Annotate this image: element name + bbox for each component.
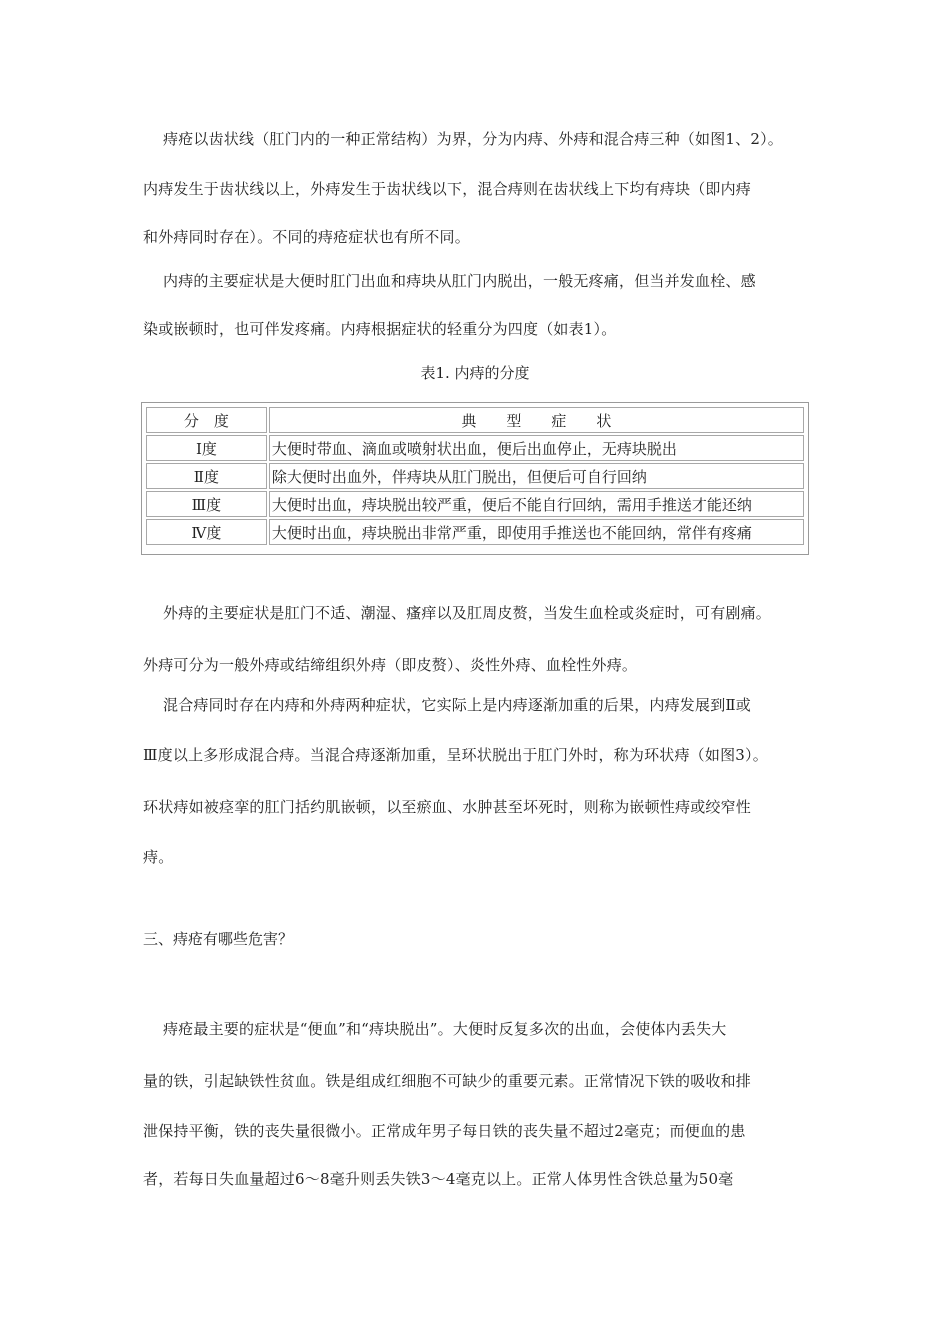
table-row [146,491,804,517]
symptom-cell: 大便时出血，痔块脱出非常严重，即使用手推送也不能回纳，常伴有疼痛 [269,519,804,545]
symptom-cell: 除大便时出血外，伴痔块从肛门脱出，但便后可自行回纳 [269,463,804,489]
grade-cell: Ⅲ度 [146,491,267,517]
intro-line-3: 和外痔同时存在）。不同的痔疮症状也有所不同。 [143,228,470,246]
harm-line-2: 量的铁，引起缺铁性贫血。铁是组成红细胞不可缺少的重要元素。正常情况下铁的吸收和排 [143,1072,752,1090]
grades-table [144,405,806,547]
internal-line-1: 内痔的主要症状是大便时肛门出血和痔块从肛门内脱出，一般无疼痛，但当并发血栓、感 [163,272,756,290]
intro-line-1: 痔疮以齿状线（肛门内的一种正常结构）为界，分为内痔、外痔和混合痔三种（如图1、2）。 [163,130,783,148]
grade-cell: Ⅱ度 [146,463,267,489]
table-row [146,463,804,489]
section-heading: 三、痔疮有哪些危害？ [143,930,294,948]
internal-line-2: 染或嵌顿时，也可伴发疼痛。内痔根据症状的轻重分为四度（如表1）。 [143,320,617,338]
intro-line-2: 内痔发生于齿状线以上，外痔发生于齿状线以下，混合痔则在齿状线上下均有痔块（即内痔 [143,180,752,198]
table-row [146,519,804,545]
external-line-1: 外痔的主要症状是肛门不适、潮湿、瘙痒以及肛周皮赘，当发生血栓或炎症时，可有剧痛。 [163,604,772,622]
header-symptoms: 典 型 症 状 [269,407,804,433]
mixed-line-4: 痔。 [143,848,174,866]
symptom-cell: 大便时带血、滴血或喷射状出血，便后出血停止，无痔块脱出 [269,435,804,461]
harm-line-1: 痔疮最主要的症状是“便血”和“痔块脱出”。大便时反复多次的出血，会使体内丢失大 [163,1020,727,1038]
table-row [146,435,804,461]
external-line-2: 外痔可分为一般外痔或结缔组织外痔（即皮赘）、炎性外痔、血栓性外痔。 [143,656,638,674]
harm-line-3: 泄保持平衡，铁的丧失量很微小。正常成年男子每日铁的丧失量不超过2毫克；而便血的患 [143,1122,746,1140]
grade-cell: Ⅰ度 [146,435,267,461]
grades-table-frame [141,402,809,555]
header-grade: 分 度 [146,407,267,433]
mixed-line-3: 环状痔如被痉挛的肛门括约肌嵌顿，以至瘀血、水肿甚至坏死时，则称为嵌顿性痔或绞窄性 [143,798,752,816]
mixed-line-2: Ⅲ度以上多形成混合痔。当混合痔逐渐加重，呈环状脱出于肛门外时，称为环状痔（如图3）。 [143,746,768,764]
symptom-cell: 大便时出血，痔块脱出较严重，便后不能自行回纳，需用手推送才能还纳 [269,491,804,517]
grade-cell: Ⅳ度 [146,519,267,545]
table-header-row [146,407,804,433]
harm-line-4: 者，若每日失血量超过6～8毫升则丢失铁3～4毫克以上。正常人体男性含铁总量为50毫 [143,1170,734,1188]
table-caption: 表1. 内痔的分度 [420,364,530,382]
mixed-line-1: 混合痔同时存在内痔和外痔两种症状，它实际上是内痔逐渐加重的后果，内痔发展到Ⅱ或 [163,696,751,714]
